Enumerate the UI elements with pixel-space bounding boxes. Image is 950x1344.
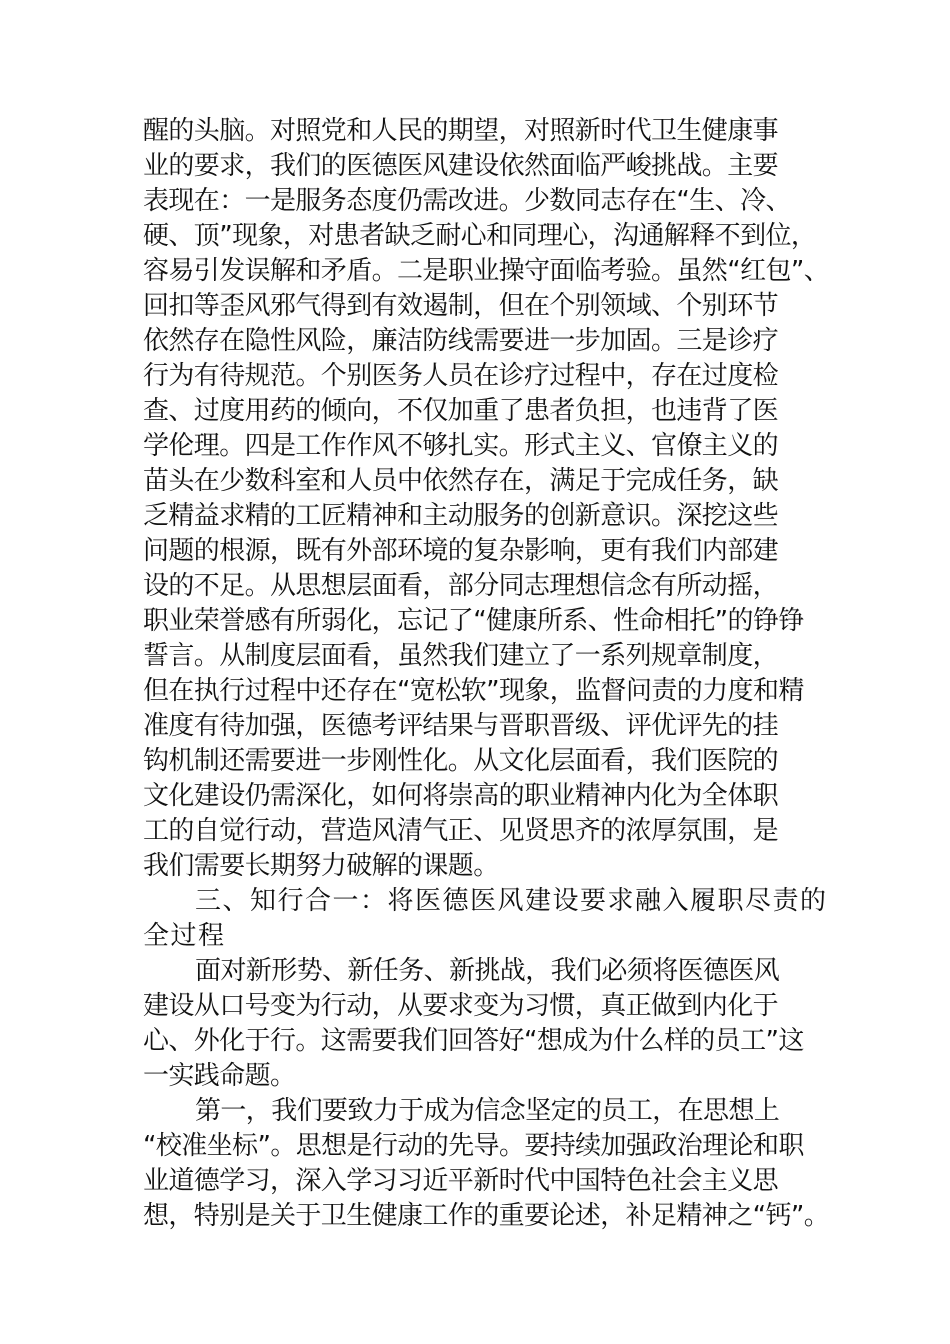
text-line: 准度有待加强，医德考评结果与晋职晋级、评优评先的挂: [143, 711, 779, 741]
text-line: 想，特别是关于卫生健康工作的重要论述，补足精神之“钙”。: [143, 1201, 830, 1231]
heading-line: 全过程: [143, 921, 226, 951]
paragraph-challenges: [143, 114, 833, 884]
text-line: 工的自觉行动，营造风清气正、见贤思齐的浓厚氛围，是: [143, 816, 779, 846]
text-line: 容易引发误解和矛盾。二是职业操守面临考验。虽然“红包”、: [143, 256, 830, 286]
text-line: 钩机制还需要进一步刚性化。从文化层面看，我们医院的: [143, 746, 779, 776]
text-line: 第一，我们要致力于成为信念坚定的员工，在思想上: [195, 1096, 780, 1126]
text-line: 行为有待规范。个别医务人员在诊疗过程中，存在过度检: [143, 361, 779, 391]
text-line: “校准坐标”。思想是行动的先导。要持续加强政治理论和职: [143, 1131, 804, 1161]
paragraph-first-point: [143, 1094, 833, 1234]
text-line: 苗头在少数科室和人员中依然存在，满足于完成任务，缺: [143, 466, 779, 496]
document-page: [143, 114, 833, 1234]
text-line: 面对新形势、新任务、新挑战，我们必须将医德医风: [195, 956, 780, 986]
text-line: 文化建设仍需深化，如何将崇高的职业精神内化为全体职: [143, 781, 779, 811]
text-line: 醒的头脑。对照党和人民的期望，对照新时代卫生健康事: [143, 116, 779, 146]
text-line: 我们需要长期努力破解的课题。: [143, 851, 499, 881]
text-line: 表现在：一是服务态度仍需改进。少数同志存在“生、冷、: [143, 186, 791, 216]
text-line: 但在执行过程中还存在“宽松软”现象，监督问责的力度和精: [143, 676, 804, 706]
text-line: 问题的根源，既有外部环境的复杂影响，更有我们内部建: [143, 536, 779, 566]
text-line: 乏精益求精的工匠精神和主动服务的创新意识。深挖这些: [143, 501, 779, 531]
text-line: 一实践命题。: [143, 1061, 296, 1091]
text-line: 业道德学习，深入学习习近平新时代中国特色社会主义思: [143, 1166, 779, 1196]
text-line: 誓言。从制度层面看，虽然我们建立了一系列规章制度，: [143, 641, 779, 671]
paragraph-intro: [143, 954, 833, 1094]
text-line: 心、外化于行。这需要我们回答好“想成为什么样的员工”这: [143, 1026, 804, 1056]
text-line: 回扣等歪风邪气得到有效遏制，但在个别领域、个别环节: [143, 291, 779, 321]
text-line: 设的不足。从思想层面看，部分同志理想信念有所动摇，: [143, 571, 779, 601]
text-line: 业的要求，我们的医德医风建设依然面临严峻挑战。主要: [143, 151, 779, 181]
text-line: 建设从口号变为行动，从要求变为习惯，真正做到内化于: [143, 991, 779, 1021]
text-line: 查、过度用药的倾向，不仅加重了患者负担，也违背了医: [143, 396, 779, 426]
text-line: 依然存在隐性风险，廉洁防线需要进一步加固。三是诊疗: [143, 326, 779, 356]
text-line: 职业荣誉感有所弱化，忘记了“健康所系、性命相托”的铮铮: [143, 606, 804, 636]
section-heading: [143, 884, 833, 954]
text-line: 硬、顶”现象，对患者缺乏耐心和同理心，沟通解释不到位，: [143, 221, 817, 251]
text-line: 学伦理。四是工作作风不够扎实。形式主义、官僚主义的: [143, 431, 779, 461]
heading-line: 三、知行合一：将医德医风建设要求融入履职尽责的: [195, 886, 828, 916]
